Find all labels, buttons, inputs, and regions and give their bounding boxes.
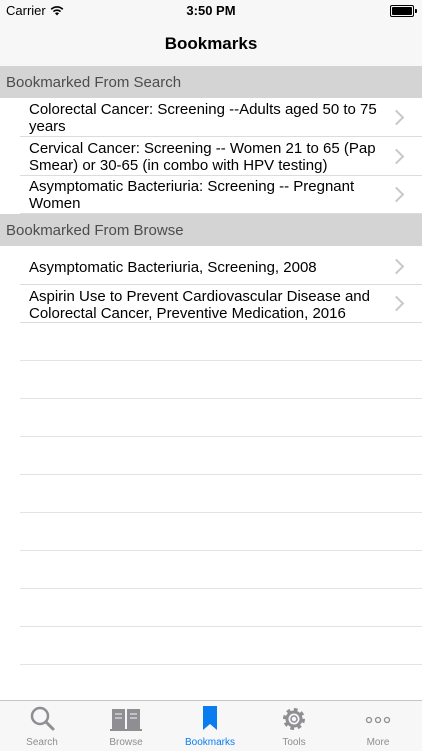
bookmark-row[interactable] bbox=[20, 285, 422, 323]
tab-tools[interactable] bbox=[252, 701, 336, 751]
tab-label: Bookmarks bbox=[184, 737, 235, 748]
tab-bookmarks[interactable] bbox=[168, 701, 252, 751]
gear-icon bbox=[252, 703, 336, 733]
separator bbox=[20, 474, 422, 475]
status-time: 3:50 PM bbox=[186, 3, 236, 18]
battery-icon bbox=[390, 5, 414, 17]
tab-search[interactable] bbox=[0, 701, 84, 751]
separator bbox=[20, 398, 422, 399]
bookmark-row[interactable] bbox=[20, 246, 422, 285]
bookmark-row[interactable] bbox=[20, 98, 422, 137]
bookmark-row-label: Asymptomatic Bacteriuria: Screening -- Pregnant Women bbox=[29, 178, 355, 212]
tab-label: Browse bbox=[109, 737, 143, 748]
separator bbox=[20, 664, 422, 665]
page-title: Bookmarks bbox=[164, 34, 258, 53]
tab-label: Tools bbox=[282, 737, 306, 748]
navigation-bar bbox=[0, 22, 422, 67]
tab-browse[interactable] bbox=[84, 701, 168, 751]
bookmark-row-label: Colorectal Cancer: Screening --Adults aged 50 to 75 years bbox=[29, 101, 377, 135]
bookmark-icon bbox=[168, 703, 252, 733]
separator bbox=[20, 626, 422, 627]
chevron-right-icon bbox=[389, 187, 405, 203]
tab-more[interactable] bbox=[336, 701, 420, 751]
section-header-label: Bookmarked From Search bbox=[6, 74, 182, 91]
chevron-right-icon bbox=[389, 149, 405, 165]
section-header-search bbox=[0, 66, 422, 98]
section-header-label: Bookmarked From Browse bbox=[6, 222, 184, 239]
status-bar bbox=[0, 0, 422, 22]
bookmark-row-label: Asymptomatic Bacteriuria, Screening, 2008 bbox=[29, 259, 317, 276]
section-header-browse bbox=[0, 214, 422, 246]
more-icon bbox=[336, 703, 420, 733]
separator bbox=[20, 436, 422, 437]
book-icon bbox=[84, 703, 168, 733]
bookmark-row[interactable] bbox=[20, 137, 422, 176]
separator bbox=[20, 360, 422, 361]
bookmark-row[interactable] bbox=[20, 176, 422, 214]
bookmark-row-label: Aspirin Use to Prevent Cardiovascular Disease and Colorectal Cancer, Preventive Medication, 2016 bbox=[29, 288, 370, 322]
separator bbox=[20, 512, 422, 513]
tab-label: More bbox=[366, 737, 390, 748]
separator bbox=[20, 550, 422, 551]
tab-label: Search bbox=[26, 737, 58, 748]
chevron-right-icon bbox=[389, 110, 405, 126]
chevron-right-icon bbox=[389, 259, 405, 275]
tab-bar bbox=[0, 700, 422, 751]
chevron-right-icon bbox=[389, 296, 405, 312]
search-icon bbox=[0, 703, 84, 733]
carrier-label: Carrier bbox=[6, 3, 46, 18]
separator bbox=[20, 588, 422, 589]
bookmark-row-label: Cervical Cancer: Screening -- Women 21 to 65 (Pap Smear) or 30-65 (in combo with HPV testing) bbox=[29, 140, 376, 174]
